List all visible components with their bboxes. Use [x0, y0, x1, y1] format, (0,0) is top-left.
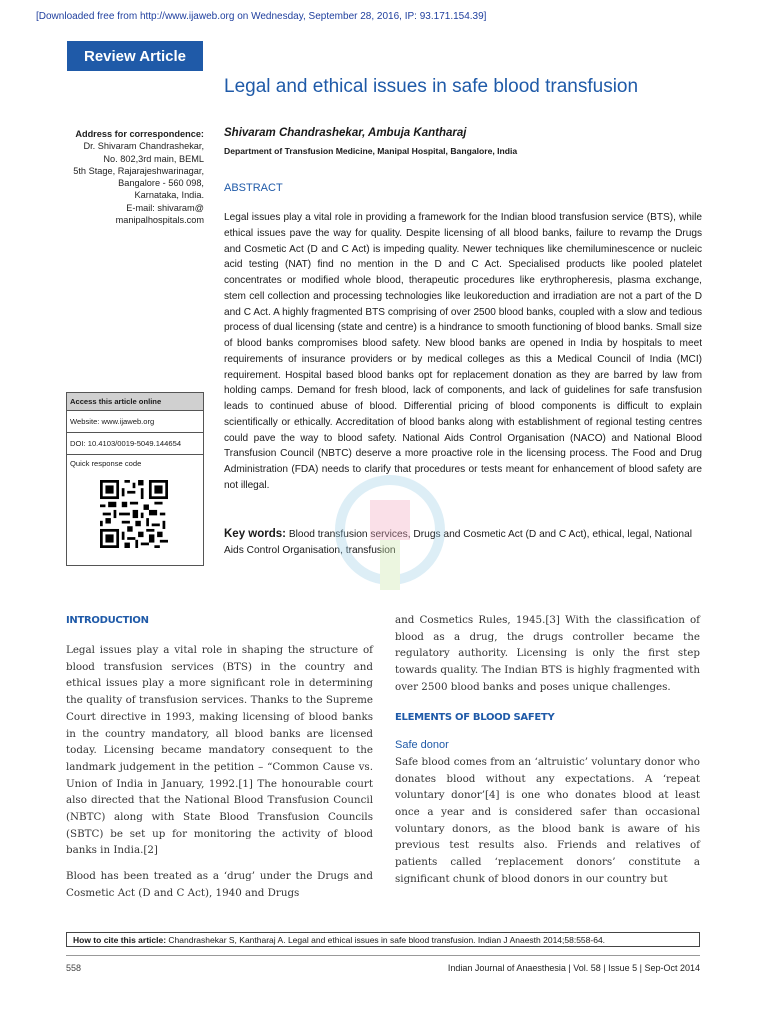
subsection-heading-safe-donor: Safe donor [395, 739, 449, 752]
correspondence-label: Address for correspondence: [75, 129, 204, 139]
keywords-text: Blood transfusion services, Drugs and Cosmetic Act (D and C Act), ethical, legal, National Aids Control Organisation, transfusion [224, 529, 692, 556]
download-banner[interactable]: [Downloaded free from http://www.ijaweb.org on Wednesday, September 28, 2016, IP: 93.171.154.39] [36, 11, 487, 22]
citation-box [66, 932, 700, 947]
footer-divider [66, 955, 700, 956]
access-article-box [66, 392, 204, 566]
section-heading-introduction: INTRODUCTION [66, 615, 149, 626]
affiliation: Department of Transfusion Medicine, Manipal Hospital, Bangalore, India [224, 146, 518, 156]
correspondence-address [40, 128, 204, 226]
article-title: Legal and ethical issues in safe blood transfusion [224, 76, 639, 97]
right-column [395, 612, 700, 888]
abstract-heading: ABSTRACT [224, 182, 283, 194]
page-number: 558 [66, 963, 82, 973]
abstract-text: Legal issues play a vital role in providing a framework for the Indian blood transfusion service (BTS), while ethical issues pave the way for quality. Despite licensing of all blood banks, failure to revamp the Drugs and Cosmetic Act (D and C Act) is impeding quality. Newer techniques like chemiluminescence or nucleic acid testing (NAT) find no mention in the D and C Act. Specialised products like pooled platelet concentrates or modified whole blood, therapeutic procedures like erythropheresis, plasma exchange, stem cell collection and processing technologies like leukoreduction and irradiation are not a part of the D and C Act. A highly fragmented BTS comprising of over 2500 blood banks, coupled with a slow and tedious process of dual licensing (state and centre) is a hindrance to smooth functioning of blood banks. Small size of blood banks compromises blood safety. New blood banks are opened in India by hospitals to meet requirements of insurance providers or by medical colleges as this a Medical Council of India (MCI) requirement. Hospital based blood banks opt for replacement donation as they are barred by law from holding camps. Demand for fresh blood, lack of components, and lack of guidelines for safe transfusion leads to continued abuse of blood. Differential pricing of blood components is difficult to explain scientifically or ethically. Accreditation of blood banks along with establishment of regional testing centres could pave the way to blood safety. National Aids Control Organisation (NACO) and National Blood Transfusion Council (NBTC) deserve a more proactive role in the licensing process. The Food and Drug Administration (FDA) needs to clarify that procedures or tests meant for enhancement of blood safety are not illegal. [224, 212, 702, 491]
access-website[interactable]: Website: www.ijaweb.org [67, 411, 203, 433]
intro-paragraph-2: Blood has been treated as a ‘drug’ under the Drugs and Cosmetic Act (D and C Act), 1940 and Drugs [66, 870, 373, 899]
correspondence-line: No. 802,3rd main, BEML [103, 153, 204, 164]
article-type-badge: Review Article [67, 41, 203, 71]
correspondence-email[interactable]: E-mail: shivaram@ [126, 202, 204, 213]
journal-info: Indian Journal of Anaesthesia | Vol. 58 | Issue 5 | Sep-Oct 2014 [447, 963, 700, 973]
citation-text: Chandrashekar S, Kantharaj A. Legal and ethical issues in safe blood transfusion. Indian J Anaesth 2014;58:558-64. [166, 935, 606, 945]
keywords-label: Key words: [224, 528, 286, 540]
correspondence-line: Dr. Shivaram Chandrashekar, [83, 141, 204, 152]
qr-code-icon[interactable] [100, 480, 168, 548]
right-paragraph-2: Safe blood comes from an ‘altruistic’ voluntary donor who donates blood without any expectations. A ‘repeat voluntary donor’[4] is one who donates blood at least once a year and is considered safer than occasional voluntary donors, as the blood bank is aware of his previous test results also. Friends and relatives of patients called ‘replacement donors’ constitute a significant chunk of blood donors in our country but [395, 755, 700, 885]
authors: Shivaram Chandrashekar, Ambuja Kantharaj [224, 127, 467, 139]
keywords [224, 526, 702, 559]
section-heading-blood-safety: ELEMENTS OF BLOOD SAFETY [395, 711, 555, 723]
qr-label: Quick response code [70, 459, 142, 468]
right-paragraph-1: and Cosmetics Rules, 1945.[3] With the classification of blood as a drug, the drugs controller became the regulatory authority. Licensing is only the first step towards quality. The Indian BTS is highly fragmented with over 2500 blood banks and poses unique challenges. [395, 614, 701, 693]
access-box-heading: Access this article online [67, 393, 203, 411]
correspondence-line: 5th Stage, Rajarajeshwarinagar, [73, 165, 204, 176]
correspondence-email-domain[interactable]: manipalhospitals.com [115, 215, 204, 226]
correspondence-line: Karnataka, India. [134, 190, 204, 201]
intro-paragraph-1: Legal issues play a vital role in shaping the structure of blood transfusion services (BTS) in the country and ethical issues play a more significant role in determining the quality of transfusion services. Thanks to the Supreme Court directive in 1993, making licensing of blood banks in the country mandatory, all blood banks are licensed today. Licensing became mandatory consequent to the landmark judgement in the petition – “Common Cause vs. Union of India in January, 1992.[1] The honourable court also directed that the National Blood Transfusion Council (NBTC) along with State Blood Transfusion Councils (SBTC) be set up for monitoring the activity of blood banks in India.[2] [66, 644, 373, 857]
intro-column [66, 642, 373, 902]
correspondence-line: Bangalore - 560 098, [118, 178, 204, 189]
access-doi[interactable]: DOI: 10.4103/0019-5049.144654 [67, 433, 203, 455]
citation-label: How to cite this article: [73, 935, 167, 945]
